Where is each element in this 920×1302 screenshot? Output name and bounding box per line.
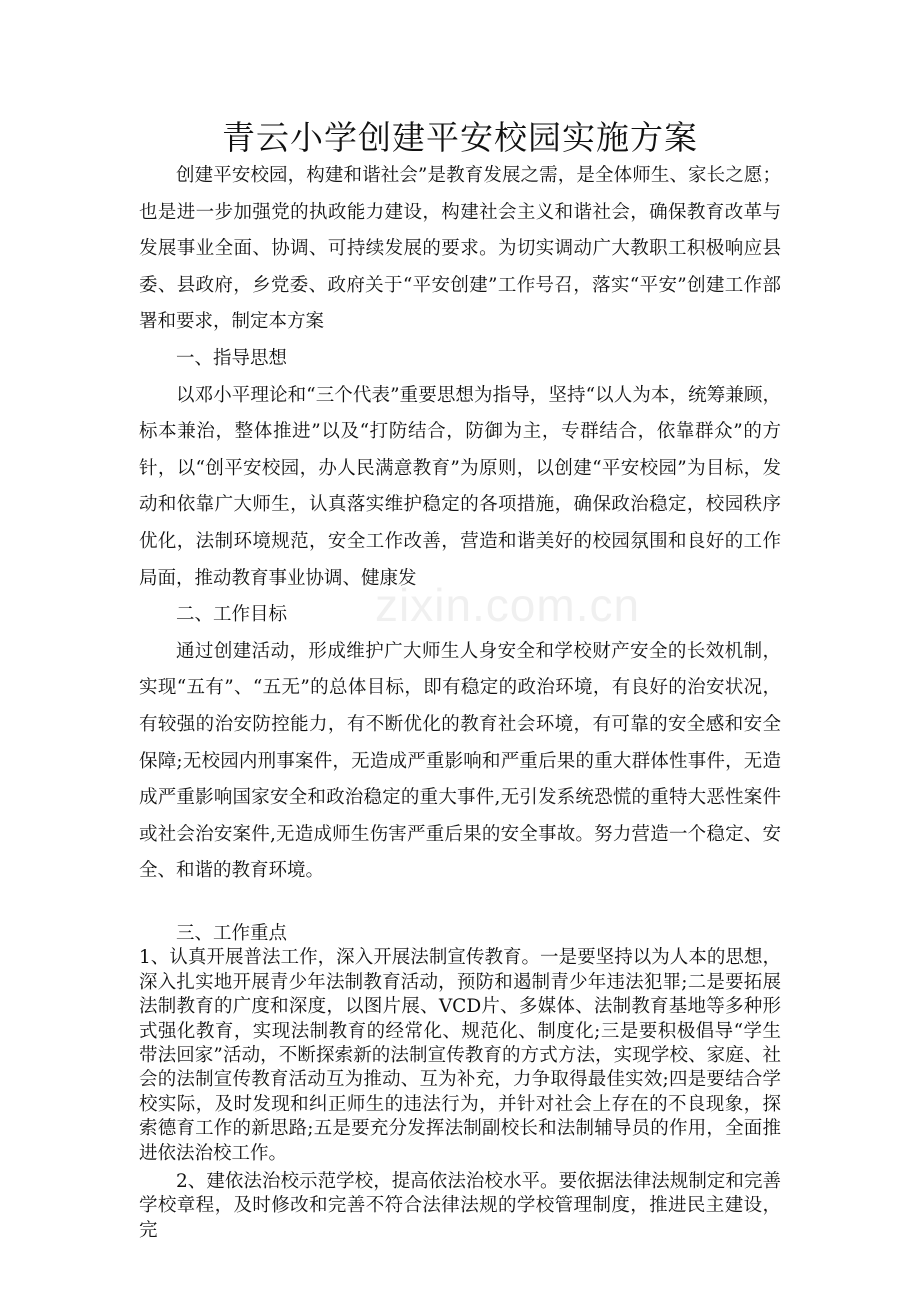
work-focus-item-2: 2、建依法治校示范学校，提高依法治校水平。要依据法律法规制定和完善学校章程，及时修改和完善不符合法律法规的学校管理制度，推进民主建设，完 [139, 1171, 781, 1241]
document-body-lower [139, 918, 781, 1243]
document-body-upper [139, 158, 781, 890]
watermark-text: zixin.com.cn [375, 579, 641, 631]
work-goals-paragraph: 通过创建活动，形成维护广大师生人身安全和学校财产安全的长效机制，实现“五有”、“五无”的总体目标，即有稳定的政治环境，有良好的治安状况，有较强的治安防控能力，有不断优化的教育社会环境，有可靠的安全感和安全保障;无校园内刑事案件，无造成严重影响和严重后果的重大群体性事件，无造成严重影响国家安全和政治稳定的重大事件,无引发系统恐慌的重特大恶性案件或社会治安案件,无造成师生伤害严重后果的安全事故。努力营造一个稳定、安全、和谐的教育环境。 [139, 640, 781, 882]
section-heading-guiding-ideology: 一、指导思想 [176, 347, 288, 369]
intro-paragraph: 创建平安校园，构建和谐社会”是教育发展之需，是全体师生、家长之愿；也是进一步加强党的执政能力建设，构建社会主义和谐社会，确保教育改革与发展事业全面、协调、可持续发展的要求。为切实调动广大教职工积极响应县委、县政府，乡党委、政府关于“平安创建”工作号召，落实“平安”创建工作部署和要求，制定本方案 [139, 165, 781, 333]
section-heading-work-focus: 三、工作重点 [176, 923, 288, 944]
work-focus-item-1: 1、认真开展普法工作，深入开展法制宣传教育。一是要坚持以为人本的思想，深入扎实地开展青少年法制教育活动，预防和遏制青少年违法犯罪;二是要拓展法制教育的广度和深度，以图片展、VCD片、多媒体、法制教育基地等多种形式强化教育，实现法制教育的经常化、规范化、制度化;三是要积极倡导“学生带法回家”活动，不断探索新的法制宣传教育的方式方法，实现学校、家庭、社会的法制宣传教育活动互为推动、互为补充，力争取得最佳实效;四是要结合学校实际，及时发现和纠正师生的违法行为，并针对社会上存在的不良现象，探索德育工作的新思路;五是要充分发挥法制副校长和法制辅导员的作用，全面推进依法治校工作。 [139, 947, 781, 1164]
guiding-ideology-paragraph: 以邓小平理论和“三个代表”重要思想为指导，坚持“以人为本，统筹兼顾，标本兼治，整体推进”以及“打防结合，防御为主，专群结合，依靠群众”的方针，以“创平安校园，办人民满意教育”为原则，以创建“平安校园”为目标，发动和依靠广大师生，认真落实维护稳定的各项措施，确保政治稳定，校园秩序优化，法制环境规范，安全工作改善，营造和谐美好的校园氛围和良好的工作局面，推动教育事业协调、健康发 [139, 384, 781, 589]
section-heading-work-goals: 二、工作目标 [176, 604, 288, 626]
document-title: 青云小学创建平安校园实施方案 [222, 118, 698, 157]
